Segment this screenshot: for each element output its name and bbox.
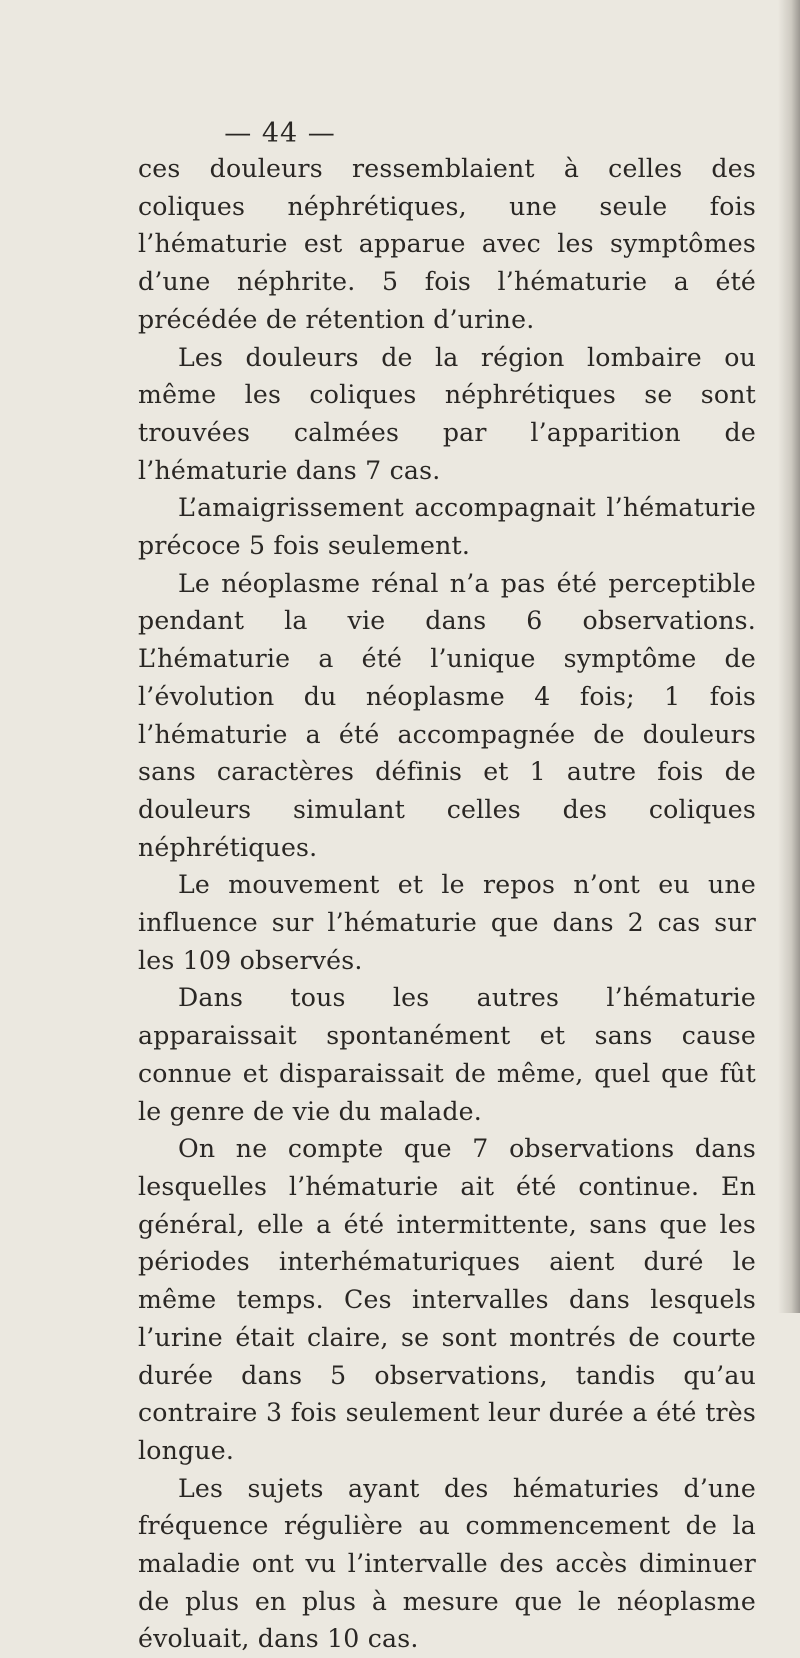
paragraph: Les douleurs de la région lombaire ou même les coliques néphrétiques se sont trouvées calmées par l’apparition de l’hématurie dans 7 cas. xyxy=(138,342,756,485)
text-body xyxy=(138,150,756,1658)
paragraph: Les sujets ayant des hématuries d’une fréquence régulière au commencement de la maladie ont vu l’intervalle des accès diminuer de plus en plus à mesure que le néoplasme évoluait, dans 10 cas. xyxy=(138,1473,756,1654)
paragraph: Dans tous les autres l’hématurie apparaissait spontanément et sans cause connue et disparaissait de même, quel que fût le genre de vie du malade. xyxy=(138,983,756,1126)
paragraph: Le mouvement et le repos n’ont eu une influence sur l’hématurie que dans 2 cas sur les 109 observés. xyxy=(138,870,756,975)
page-number: — 44 — xyxy=(224,118,336,149)
paragraph: Le néoplasme rénal n’a pas été perceptible pendant la vie dans 6 observations. L’hématurie a été l’unique symptôme de l’évolution du néoplasme 4 fois; 1 fois l’hématurie a été accompagnée de douleurs sans caractères définis et 1 autre fois de douleurs simulant celles des coliques néphrétiques. xyxy=(138,568,756,862)
paragraph: L’amaigrissement accompagnait l’hématurie précoce 5 fois seulement. xyxy=(138,493,756,561)
paragraph-continuation: ces douleurs ressemblaient à celles des coliques néphrétiques, une seule fois l’hématurie est apparue avec les symptômes d’une néphrite. 5 fois l’hématurie a été précédée de rétention d’urine. xyxy=(138,154,756,334)
paragraph: On ne compte que 7 observations dans lesquelles l’hématurie ait été continue. En général, elle a été intermittente, sans que les périodes interhématuriques aient duré le même temps. Ces intervalles dans lesquels l’urine était claire, se sont montrés de courte durée dans 5 observations, tandis qu’au contraire 3 fois seulement leur durée a été très longue. xyxy=(138,1134,756,1465)
page-edge-shadow xyxy=(778,0,800,1313)
